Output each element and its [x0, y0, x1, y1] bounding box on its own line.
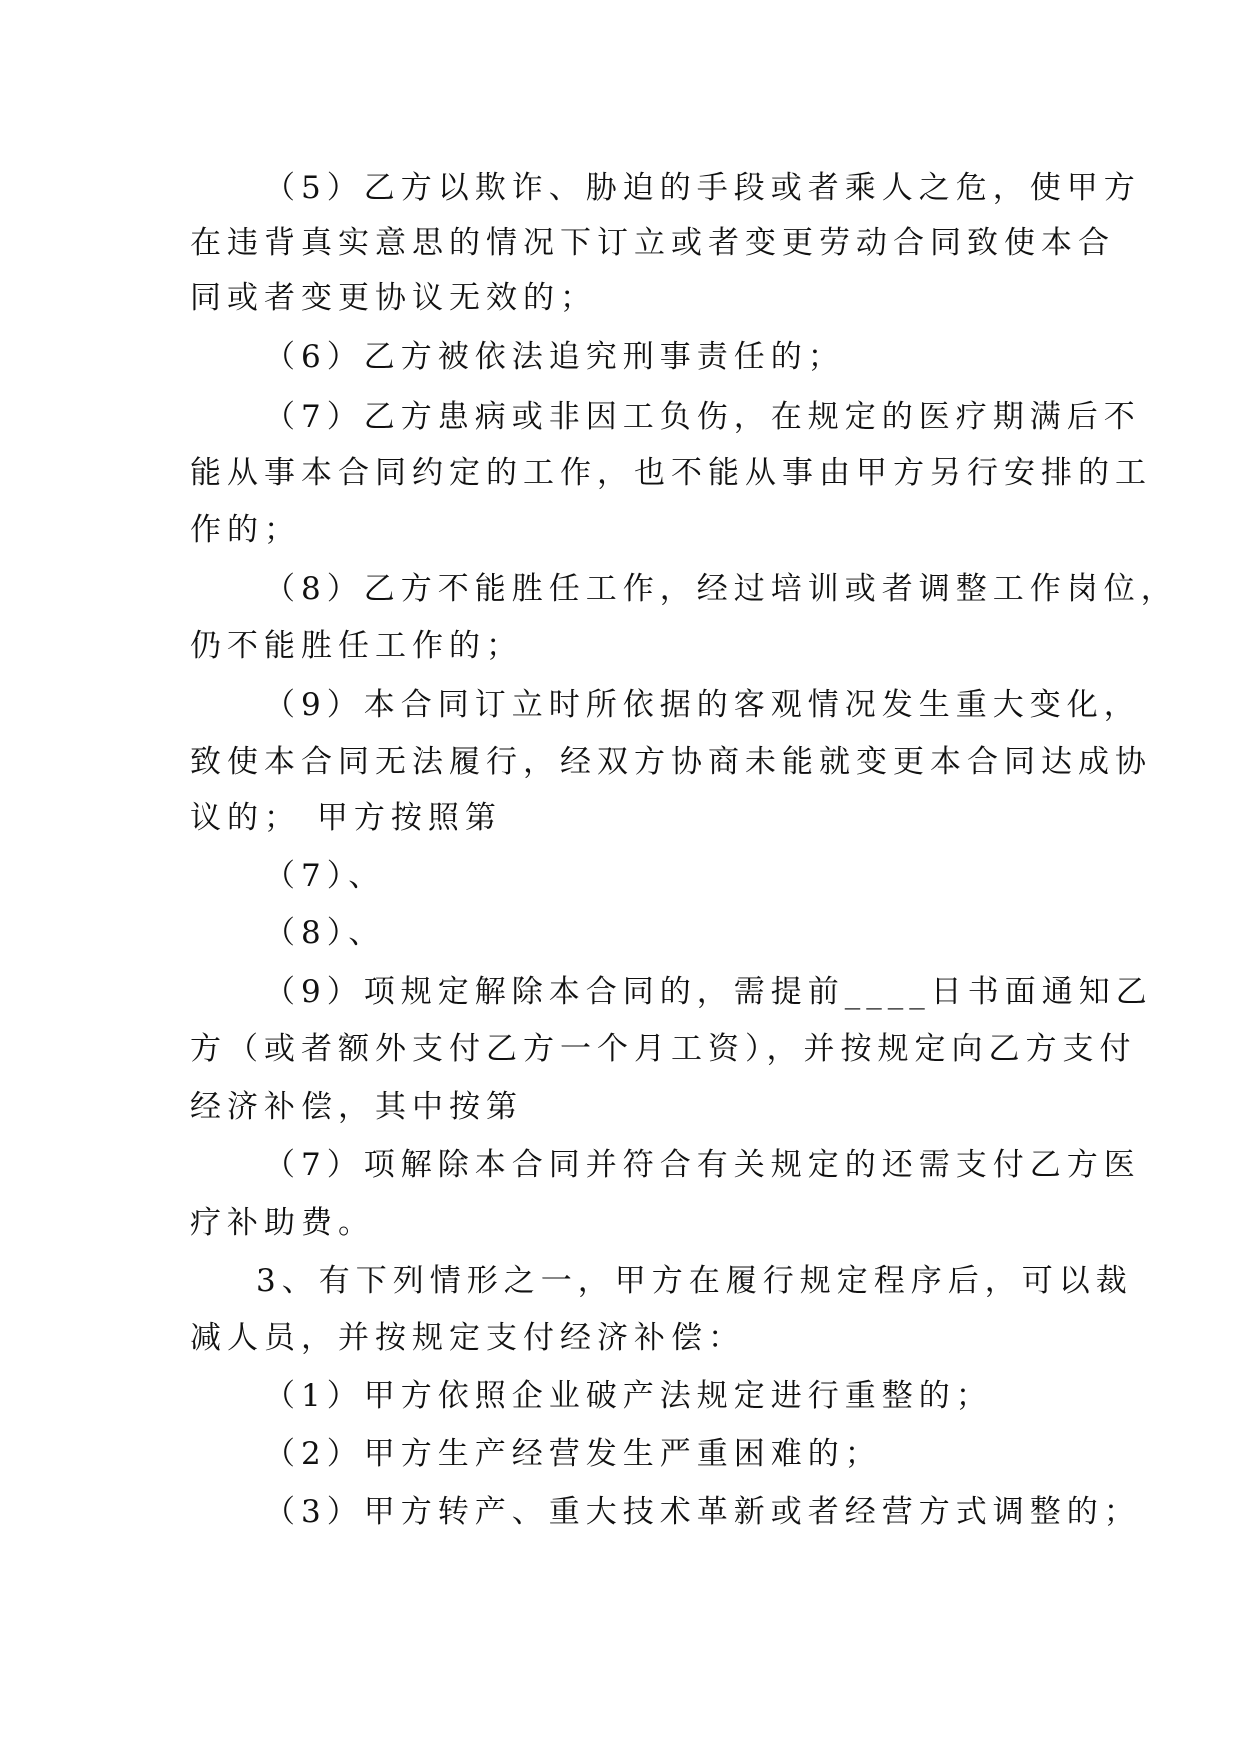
paragraph-line: （9）项规定解除本合同的，需提前____日书面通知乙 [264, 974, 1153, 1010]
paragraph-line: （9）本合同订立时所依据的客观情况发生重大变化， [264, 687, 1141, 723]
paragraph-line: （7）乙方患病或非因工负伤，在规定的医疗期满后不 [264, 399, 1141, 435]
paragraph-line: 仍不能胜任工作的； [190, 628, 523, 664]
paragraph-line: 经济补偿，其中按第 [190, 1089, 523, 1125]
paragraph-line: （7）项解除本合同并符合有关规定的还需支付乙方医 [264, 1147, 1141, 1183]
paragraph-line: 疗补助费。 [190, 1205, 375, 1241]
paragraph-line: （8）、 [264, 915, 386, 951]
paragraph-line: 方（或者额外支付乙方一个月工资），并按规定向乙方支付 [190, 1031, 1137, 1067]
paragraph-line: （7）、 [264, 858, 386, 894]
paragraph-line: 在违背真实意思的情况下订立或者变更劳动合同致使本合 [190, 225, 1115, 261]
paragraph-line: 3、有下列情形之一，甲方在履行规定程序后，可以裁 [256, 1263, 1133, 1299]
paragraph-line: （2）甲方生产经营发生严重困难的； [264, 1436, 882, 1472]
paragraph-line: 议的； 甲方按照第 [190, 800, 502, 836]
paragraph-line: （8）乙方不能胜任工作，经过培训或者调整工作岗位， [264, 571, 1178, 607]
paragraph-line: 同或者变更协议无效的； [190, 280, 597, 316]
paragraph-line: 致使本合同无法履行，经双方协商未能就变更本合同达成协 [190, 744, 1152, 780]
paragraph-line: （1）甲方依照企业破产法规定进行重整的； [264, 1378, 993, 1414]
paragraph-line: 减人员，并按规定支付经济补偿： [190, 1320, 745, 1356]
paragraph-line: （6）乙方被依法追究刑事责任的； [264, 339, 845, 375]
paragraph-line: （5）乙方以欺诈、胁迫的手段或者乘人之危，使甲方 [264, 170, 1141, 206]
paragraph-line: （3）甲方转产、重大技术革新或者经营方式调整的； [264, 1494, 1141, 1530]
paragraph-line: 作的； [190, 512, 301, 548]
paragraph-line: 能从事本合同约定的工作，也不能从事由甲方另行安排的工 [190, 455, 1152, 491]
